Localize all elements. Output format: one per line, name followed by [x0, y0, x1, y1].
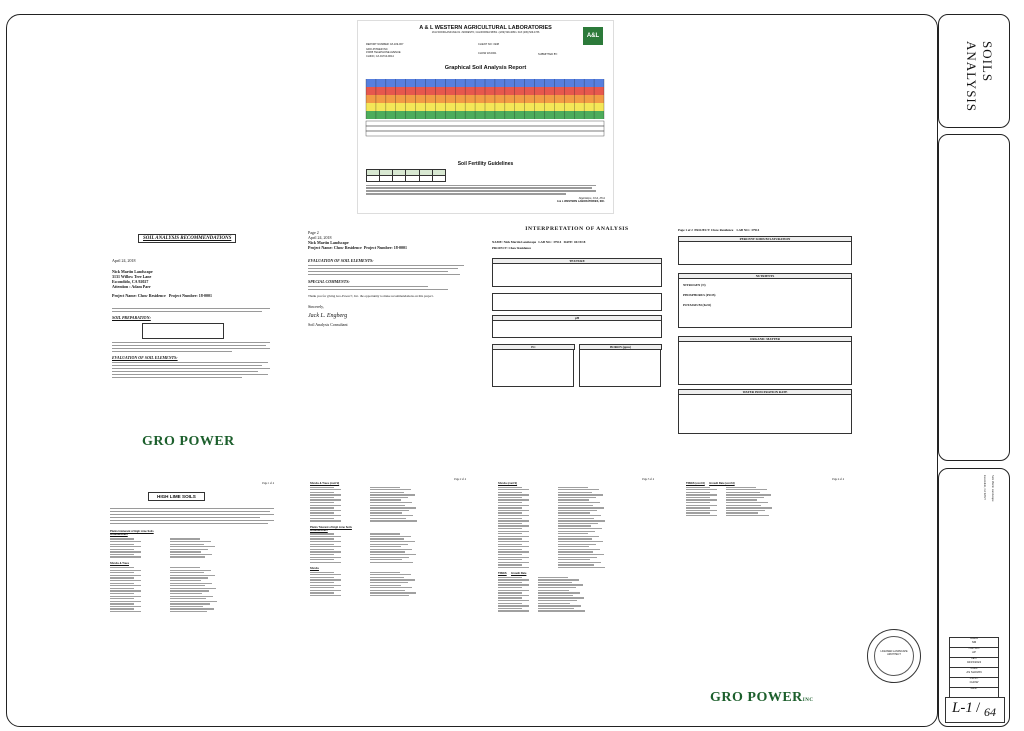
plant-list-row: [110, 538, 276, 539]
chart-table-row: [366, 126, 604, 131]
plant-list-row: [498, 577, 658, 578]
letter-date: April 24, 2018: [112, 258, 136, 263]
graphical-bar-chart: [358, 73, 613, 145]
guideline-table: [366, 169, 446, 182]
plant-list-row: [110, 588, 276, 589]
recommendations-page-2: Page 2 April 24, 2018 Nick Martin Landscape Project Name: Chow Residence Project Number: 18-0001 EVALUATION OF SOIL ELEMENTS: SPECIAL COMMENTS: Thank you for giving Gro-Power®, Inc. the opportunity to make recommendations on this project. Sincerely, Jack L. Engberg Soil Analysis Consultant: [298, 214, 480, 460]
plant-list-row: [498, 487, 658, 488]
plant-list-row: [686, 507, 846, 508]
plant-list-row: [498, 603, 658, 604]
sheet-label: SHEET: [949, 688, 999, 698]
plant-list-shrubs: [110, 567, 276, 612]
plant-list-row: [686, 499, 846, 500]
submitted-by: SUBMITTED BY:: [538, 53, 558, 56]
plant-list-row: [310, 574, 470, 575]
drawn-value: NM: [971, 640, 977, 644]
plant-list-row: [310, 595, 470, 596]
plant-list-row: [310, 507, 470, 508]
plant-list-row: [686, 515, 846, 516]
plant-list-page-2: Page 2 of 4 Shrubs & Trees (cont'd) Plants Tolerant of High Lime Soils Groundcovers Shrubs: [298, 468, 480, 720]
plant-list-row: [498, 518, 658, 519]
gro-power-logo-2: GRO POWERINC: [710, 690, 814, 705]
plant-list-row: [310, 520, 470, 521]
plant-list-row: [110, 580, 276, 581]
plant-list-row: [110, 546, 276, 547]
plant-list-row: [110, 556, 276, 557]
plant-list-intolerant: [110, 538, 276, 557]
stamp-text: LICENSED LANDSCAPE ARCHITECT: [880, 650, 908, 656]
plant-list-row: [498, 531, 658, 532]
plant-list-row: [110, 549, 276, 550]
plant-list-row: [498, 538, 658, 539]
title-block-label-panel: [938, 14, 1010, 128]
plant-list-row: [310, 587, 470, 588]
lab-name: A & L WESTERN AGRICULTURAL LABORATORIES: [419, 25, 552, 31]
plant-list-shrubs-trees: [310, 487, 470, 522]
chart-table-row: [366, 131, 604, 136]
plant-list-row: [310, 505, 470, 506]
plant-list-row: [310, 562, 470, 563]
plant-list-row: [498, 489, 658, 490]
plant-list-row: [110, 572, 276, 573]
plant-list-row: [498, 510, 658, 511]
plant-list-row: [498, 564, 658, 565]
plant-list-row: [498, 610, 658, 611]
plant-list-row: [110, 567, 276, 568]
plant-list-row: [310, 577, 470, 578]
lab-logo: A&L: [583, 27, 603, 45]
plant-list-row: [498, 546, 658, 547]
signature: Jack L. Engberg: [308, 312, 348, 319]
plant-list-row: [310, 538, 470, 539]
plant-list-row: [498, 492, 658, 493]
plant-list-row: [110, 551, 276, 552]
plant-list-row: [110, 606, 276, 607]
plant-list-row: [498, 528, 658, 529]
checked-value: AP: [972, 650, 976, 654]
plant-list-groundcovers: [310, 533, 470, 563]
plant-list-row: [498, 600, 658, 601]
plant-list-row: [498, 608, 658, 609]
scale-value: AS SHOWN: [966, 670, 982, 674]
plant-list-row: [498, 587, 658, 588]
plant-list-row: [310, 590, 470, 591]
addressee: Nick Martin Landscape: [112, 269, 153, 274]
plant-list-row: [310, 512, 470, 513]
plant-list-row: [310, 554, 470, 555]
meta-boxes: DRAWN NM CHECKED AP DATE 04/15/2024 SCALE AS SHOWN JOB NO. CHOW SHEET: [949, 637, 999, 698]
plant-list-row: [310, 515, 470, 516]
sheet-number-box: L-1 / 64: [945, 697, 1005, 723]
plant-list-row: [686, 487, 846, 488]
sheet-total: 64: [984, 705, 996, 719]
plant-list-row: [498, 515, 658, 516]
chart-title: Graphical Soil Analysis Report: [444, 65, 527, 71]
plant-list-page-4: Page 4 of 4 TREES (cont'd) Growth Rate (cont'd) GRO POWERINC: [674, 468, 858, 720]
plant-list-row: [498, 595, 658, 596]
plant-list-row: [310, 492, 470, 493]
grower: CHOW 18-0001: [478, 52, 497, 56]
recommendations-heading: SOIL ANALYSIS RECOMMENDATIONS: [138, 234, 236, 243]
letter-body: SOIL PREPARATION: EVALUATION OF SOIL ELEMENTS:: [112, 306, 272, 380]
plant-list-row: [110, 544, 276, 545]
plant-list-row: [310, 579, 470, 580]
plant-list-row: [310, 572, 470, 573]
plant-list-row: [498, 562, 658, 563]
firm-info-text: Nick Martin Landscape: [991, 475, 995, 502]
plant-list-row: [498, 525, 658, 526]
plant-list-row: [686, 492, 846, 493]
plant-list-row: [498, 541, 658, 542]
plant-list-row: [498, 507, 658, 508]
license-stamp: [867, 629, 921, 683]
plant-list-row: [110, 554, 276, 555]
plant-list-row: [110, 601, 276, 602]
plant-list-row: [498, 502, 658, 503]
plant-list-row: [310, 592, 470, 593]
guideline-notes: [366, 183, 604, 196]
plant-list-row: [498, 559, 658, 560]
send-to: GRO-POWER INC: [366, 48, 388, 52]
plant-list-row: [310, 518, 470, 519]
plant-list-row: [498, 584, 658, 585]
plant-list-row: [310, 497, 470, 498]
plant-list-row: [310, 551, 470, 552]
plant-list-row: [498, 533, 658, 534]
chart-table-row: [366, 121, 604, 126]
plant-list-row: [498, 544, 658, 545]
plant-list-row: [310, 544, 470, 545]
plant-list-row: [498, 554, 658, 555]
plant-list-row: [310, 536, 470, 537]
plant-list-trees: [498, 577, 658, 612]
plant-list-row: [498, 536, 658, 537]
plant-list-row: [110, 585, 276, 586]
plant-list-row: [498, 592, 658, 593]
plant-list-row: [110, 611, 276, 612]
plant-list-row: [498, 597, 658, 598]
recommendations-page-1: SOIL ANALYSIS RECOMMENDATIONS April 24, 2018 Nick Martin Landscape 3131 Willow Tree Lane Escondido, CA 92027 Attention : Adam Parr Project Name: Chow Residence Project Number: 18-0001 SOIL PREPARATION: EVALUATION OF SOIL ELEMENTS: GRO POWER: [98, 214, 288, 460]
plant-list-row: [310, 489, 470, 490]
plant-list-row: [686, 510, 846, 511]
plant-list-row: [310, 559, 470, 560]
plant-list-row: [498, 551, 658, 552]
plant-list-row: [498, 557, 658, 558]
lab-address: 1311 WOODLAND AVE #1 • MODESTO, CALIFORNIA 95351 • (209) 529-4080 • FAX (209) 529-4736: [431, 31, 540, 34]
plant-list-row: [110, 590, 276, 591]
plant-list-row: [310, 510, 470, 511]
plant-list-row: [310, 502, 470, 503]
firm-info-text-2: Escondido, CA 92027: [983, 475, 987, 500]
plant-list-row: [498, 567, 658, 568]
plant-list-row: [110, 596, 276, 597]
plant-list-row: [498, 505, 658, 506]
lab-report-sheet: A & L WESTERN AGRICULTURAL LABORATORIES 1311 WOODLAND AVE #1 • MODESTO, CALIFORNIA 95351 • (209) 529-4080 • FAX (209) 529-4736 A&L REPORT NUMBER: 18-109-067 GRO-POWER INC 15065 TELEPHONE AVENUE CHINO, CA 91710-9614 CLIENT NO: 1938 CHOW 18-0001 SUBMITTED BY: Graphical Soil Analysis Report Soil Fertility Guidelines Nigel Ekpo, CCA, PCA A & L WESTERN LABORATORIES, INC.: [357, 20, 614, 214]
sheet-title: SOILS ANALYSIS: [964, 41, 995, 112]
job-value: CHOW: [969, 680, 979, 684]
high-lime-heading: HIGH LIME SOILS: [148, 492, 205, 501]
plant-list-row: [310, 546, 470, 547]
plant-list-row: [686, 502, 846, 503]
lab-signature: Nigel Ekpo, CCA, PCA A & L WESTERN LABORATORIES, INC.: [556, 197, 605, 204]
guide-title: Soil Fertility Guidelines: [457, 161, 514, 167]
plant-list-row: [310, 499, 470, 500]
plant-list-row: [498, 605, 658, 606]
plant-list-row: [686, 505, 846, 506]
plant-list-row: [310, 533, 470, 534]
plant-list-row: [498, 499, 658, 500]
plant-list-row: [686, 497, 846, 498]
plant-list-row: [310, 541, 470, 542]
plant-list-row: [110, 608, 276, 609]
title-block-info-panel: [880, 468, 1010, 727]
sheet-number: L-1: [952, 700, 973, 716]
plant-list-row: [110, 593, 276, 594]
date-value: 04/15/2024: [967, 660, 981, 664]
plant-list-row: [498, 497, 658, 498]
plant-list-row: [310, 549, 470, 550]
interpretation-page: INTERPRETATION OF ANALYSIS NAME: Nick Martin Landscape LAB NO.: 37914 DATE: 04/19/18 PROJECT: Chow Residence TEXTURE pH EC BORON (ppm): [486, 214, 668, 460]
plant-list-row: [498, 549, 658, 550]
plant-list-row: [686, 489, 846, 490]
client-no: CLIENT NO: 1938: [478, 43, 499, 46]
plant-list-row: [686, 494, 846, 495]
plant-list-row: [310, 487, 470, 488]
plant-list-row: [498, 590, 658, 591]
plant-list-trees-cont: [686, 487, 846, 517]
report-number: REPORT NUMBER: 18-109-067: [366, 43, 404, 46]
plant-list-row: [498, 512, 658, 513]
plant-list-row: [686, 512, 846, 513]
plant-list-row: [110, 603, 276, 604]
gro-power-logo: GRO POWER: [142, 434, 235, 449]
high-lime-soils-page: Page 1 of 4 HIGH LIME SOILS Plants Intolerant of High Lime Soils Groundcovers Shrubs & Trees: [98, 468, 288, 720]
plant-list-row: [498, 523, 658, 524]
plant-list-row: [310, 557, 470, 558]
plant-list-row: [110, 570, 276, 571]
plant-list-row: [498, 582, 658, 583]
plant-list-row: [310, 585, 470, 586]
plant-list-shrubs-cont: [498, 487, 658, 569]
plant-list-row: [498, 520, 658, 521]
plant-list-row: [498, 494, 658, 495]
plant-list-row: [310, 582, 470, 583]
plant-list-row: [498, 579, 658, 580]
title-block-blank-panel: [938, 134, 1010, 461]
plant-list-row: [110, 598, 276, 599]
interpretation-heading: INTERPRETATION OF ANALYSIS: [525, 226, 629, 232]
plant-list-row: [110, 541, 276, 542]
nutrients-page: Page 1 of 2 PROJECT: Chow Residence LAB NO.: 37914 PERCENT SODIUM SATURATION NUTRIENTS NITROGEN (N) PHOSPHORUS (P2O5) POTASSIUM (K2O) ORGANIC MATTER WATER INFILTRATION RATE: [674, 214, 858, 460]
plant-list-row: [310, 494, 470, 495]
plant-list-row: [110, 575, 276, 576]
plant-list-row: [110, 577, 276, 578]
plant-list-shrubs-tolerant: [310, 572, 470, 597]
plant-list-page-3: Page 3 of 4 Shrubs (cont'd) TREES Growth Rate: [486, 468, 668, 720]
plant-list-row: [110, 583, 276, 584]
